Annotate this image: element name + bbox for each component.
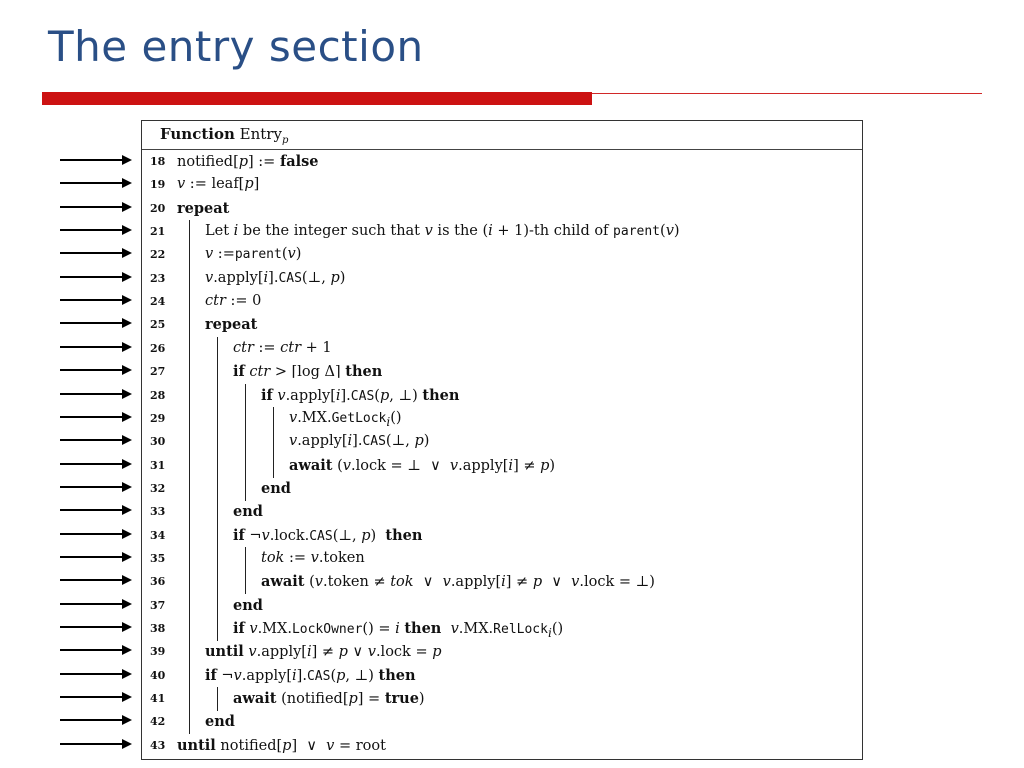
indent-bar (189, 570, 190, 594)
code-text: if v.apply[i].CAS(p, ⊥) then (261, 386, 460, 404)
line-number: 35 (150, 551, 166, 565)
slide-title: The entry section (48, 22, 424, 71)
header-subscript: p (281, 135, 289, 146)
indent-bar (217, 360, 218, 384)
indent-bar (245, 547, 246, 571)
indent-bar (273, 430, 274, 454)
arrow-shaft (60, 486, 124, 488)
indent-bar (217, 594, 218, 618)
indent-bar (189, 267, 190, 291)
code-text: end (233, 596, 263, 614)
line-number: 21 (150, 225, 166, 239)
indent-bar (189, 547, 190, 571)
arrow-head (122, 715, 132, 725)
indent-bar (189, 360, 190, 384)
indent-bar (189, 477, 190, 501)
code-line (142, 710, 862, 733)
arrow-head (122, 692, 132, 702)
code-line (142, 454, 862, 477)
line-number: 33 (150, 505, 166, 519)
arrow-head (122, 155, 132, 165)
code-line (142, 384, 862, 407)
code-text: await (v.token ≠ tok ∨ v.apply[i] ≠ p ∨ v.lock = ⊥) (261, 573, 655, 591)
arrow-shaft (60, 439, 124, 441)
indent-bar (189, 710, 190, 734)
arrow-shaft (60, 463, 124, 465)
code-line (142, 407, 862, 430)
arrow-shaft (60, 322, 124, 324)
code-line (142, 337, 862, 360)
arrow-head (122, 529, 132, 539)
arrow-head (122, 248, 132, 258)
line-arrow-icon (60, 692, 134, 702)
arrow-head (122, 599, 132, 609)
indent-bar (189, 243, 190, 267)
arrow-shaft (60, 719, 124, 721)
indent-bar (189, 337, 190, 361)
code-line (142, 430, 862, 453)
arrow-head (122, 365, 132, 375)
line-arrow-icon (60, 389, 134, 399)
indent-bar (189, 664, 190, 688)
line-number: 41 (150, 692, 166, 706)
line-arrow-icon (60, 715, 134, 725)
code-text: ctr := 0 (205, 293, 262, 310)
indent-bar (245, 454, 246, 478)
code-line (142, 500, 862, 523)
code-line (142, 617, 862, 640)
arrow-head (122, 482, 132, 492)
arrow-head (122, 412, 132, 422)
arrow-shaft (60, 182, 124, 184)
code-text: until notified[p] ∨ v = root (177, 736, 386, 754)
line-number: 24 (150, 295, 166, 309)
code-line (142, 313, 862, 336)
arrow-head (122, 272, 132, 282)
line-number: 19 (150, 178, 166, 192)
line-arrow-icon (60, 202, 134, 212)
code-text: v.apply[i].CAS(⊥, p) (289, 433, 430, 450)
line-arrow-icon (60, 482, 134, 492)
arrow-head (122, 669, 132, 679)
line-number: 27 (150, 365, 166, 379)
line-number: 22 (150, 248, 166, 262)
arrow-head (122, 645, 132, 655)
indent-bar (245, 430, 246, 454)
arrow-head (122, 435, 132, 445)
indent-bar (245, 477, 246, 501)
arrow-head (122, 318, 132, 328)
arrow-head (122, 552, 132, 562)
line-number: 40 (150, 668, 166, 682)
code-line (142, 594, 862, 617)
code-line (142, 290, 862, 313)
indent-bar (273, 454, 274, 478)
arrow-shaft (60, 509, 124, 511)
code-text: await (notified[p] = true) (233, 690, 425, 708)
indent-bar (189, 454, 190, 478)
indent-bar (189, 407, 190, 431)
code-text: v.apply[i].CAS(⊥, p) (205, 269, 346, 286)
line-number: 38 (150, 622, 166, 635)
indent-bar (189, 384, 190, 408)
code-line (142, 687, 862, 710)
arrow-shaft (60, 346, 124, 348)
arrow-shaft (60, 206, 124, 208)
line-number: 32 (150, 481, 166, 495)
header-name: Entry (239, 125, 282, 143)
indent-bar (189, 617, 190, 641)
arrow-head (122, 389, 132, 399)
title-underline-thick (42, 92, 592, 105)
arrow-shaft (60, 743, 124, 745)
line-number: 29 (150, 411, 166, 425)
code-text: repeat (205, 316, 258, 334)
indent-bar (189, 594, 190, 618)
line-arrow-icon (60, 505, 134, 515)
indent-bar (189, 220, 190, 244)
code-line (142, 524, 862, 547)
code-line (142, 243, 862, 266)
algorithm-box (141, 120, 863, 760)
code-text: if v.MX.LockOwner() = i then v.MX.RelLock$_i$() (233, 620, 564, 640)
arrow-shaft (60, 159, 124, 161)
code-line (142, 547, 862, 570)
indent-bar (245, 384, 246, 408)
code-text: v.MX.GetLock$_i$() (289, 409, 402, 429)
code-line (142, 197, 862, 220)
indent-bar (217, 384, 218, 408)
line-number: 28 (150, 388, 166, 402)
arrow-head (122, 622, 132, 632)
indent-bar (217, 547, 218, 571)
code-text: v := leaf[p] (177, 176, 260, 193)
line-arrow-icon (60, 529, 134, 539)
code-line (142, 267, 862, 290)
code-line (142, 173, 862, 196)
line-arrow-icon (60, 599, 134, 609)
indent-bar (189, 313, 190, 337)
indent-bar (273, 407, 274, 431)
code-text: end (233, 503, 263, 521)
arrow-shaft (60, 369, 124, 371)
code-line (142, 220, 862, 243)
arrow-shaft (60, 579, 124, 581)
indent-bar (245, 407, 246, 431)
arrow-shaft (60, 252, 124, 254)
indent-bar (189, 640, 190, 664)
line-arrow-icon (60, 739, 134, 749)
line-arrow-icon (60, 412, 134, 422)
code-text: await (v.lock = ⊥ ∨ v.apply[i] ≠ p) (289, 456, 556, 474)
code-line (142, 640, 862, 663)
line-arrow-icon (60, 669, 134, 679)
code-line (142, 570, 862, 593)
line-arrow-icon (60, 622, 134, 632)
code-text: if ¬v.lock.CAS(⊥, p) then (233, 526, 423, 544)
indent-bar (217, 337, 218, 361)
line-arrow-icon (60, 178, 134, 188)
code-line (142, 150, 862, 173)
line-number: 34 (150, 528, 166, 542)
line-number: 42 (150, 715, 166, 729)
line-arrow-icon (60, 155, 134, 165)
code-text: notified[p] := false (177, 153, 319, 170)
line-arrow-icon (60, 575, 134, 585)
line-number: 25 (150, 318, 166, 332)
line-arrow-icon (60, 248, 134, 258)
indent-bar (189, 430, 190, 454)
indent-bar (217, 524, 218, 548)
line-number: 39 (150, 645, 166, 659)
arrow-head (122, 178, 132, 188)
line-arrow-icon (60, 459, 134, 469)
indent-bar (189, 290, 190, 314)
line-arrow-icon (60, 342, 134, 352)
code-line (142, 360, 862, 383)
code-line (142, 734, 862, 757)
code-line (142, 664, 862, 687)
code-text: Let i be the integer such that v is the (i + 1)-th child of parent(v) (205, 223, 680, 240)
arrow-shaft (60, 603, 124, 605)
line-arrow-icon (60, 295, 134, 305)
indent-bar (217, 430, 218, 454)
code-text: ctr := ctr + 1 (233, 339, 332, 356)
algorithm-header (142, 121, 862, 150)
line-number: 23 (150, 271, 166, 285)
code-text: if ctr > ⌈log Δ⌉ then (233, 363, 383, 381)
arrow-head (122, 459, 132, 469)
code-text: v :=parent(v) (205, 246, 302, 263)
arrow-head (122, 202, 132, 212)
arrow-shaft (60, 416, 124, 418)
code-text: until v.apply[i] ≠ p ∨ v.lock = p (205, 643, 442, 661)
indent-bar (217, 454, 218, 478)
arrow-shaft (60, 393, 124, 395)
arrow-shaft (60, 556, 124, 558)
indent-bar (217, 570, 218, 594)
line-arrow-icon (60, 552, 134, 562)
indent-bar (189, 687, 190, 711)
line-arrow-icon (60, 435, 134, 445)
indent-bar (217, 617, 218, 641)
indent-bar (189, 524, 190, 548)
arrow-head (122, 575, 132, 585)
line-arrow-icon (60, 272, 134, 282)
line-arrow-icon (60, 225, 134, 235)
indent-bar (217, 500, 218, 524)
arrow-shaft (60, 229, 124, 231)
arrow-head (122, 342, 132, 352)
header-keyword: Function (160, 125, 235, 143)
line-number: 18 (150, 155, 166, 168)
indent-bar (217, 687, 218, 711)
line-number: 30 (150, 435, 166, 449)
code-line (142, 477, 862, 500)
code-text: end (261, 479, 291, 497)
arrow-shaft (60, 696, 124, 698)
arrow-shaft (60, 649, 124, 651)
title-underline-thin (592, 93, 982, 94)
arrow-head (122, 225, 132, 235)
line-arrow-icon (60, 365, 134, 375)
indent-bar (217, 477, 218, 501)
line-number: 36 (150, 575, 166, 589)
line-arrow-icon (60, 318, 134, 328)
code-text: end (205, 713, 235, 731)
code-text: tok := v.token (261, 549, 365, 566)
arrow-shaft (60, 299, 124, 301)
code-text: repeat (177, 199, 230, 217)
arrow-head (122, 505, 132, 515)
line-arrow-icon (60, 645, 134, 655)
arrow-head (122, 739, 132, 749)
line-number: 43 (150, 738, 166, 752)
arrow-shaft (60, 673, 124, 675)
arrow-shaft (60, 276, 124, 278)
line-number: 26 (150, 341, 166, 355)
line-number: 31 (150, 458, 166, 472)
line-number: 37 (150, 598, 166, 612)
indent-bar (217, 407, 218, 431)
indent-bar (189, 500, 190, 524)
indent-bar (245, 570, 246, 594)
arrow-head (122, 295, 132, 305)
arrow-shaft (60, 626, 124, 628)
code-text: if ¬v.apply[i].CAS(p, ⊥) then (205, 666, 416, 684)
line-number: 20 (150, 201, 166, 215)
arrow-shaft (60, 533, 124, 535)
